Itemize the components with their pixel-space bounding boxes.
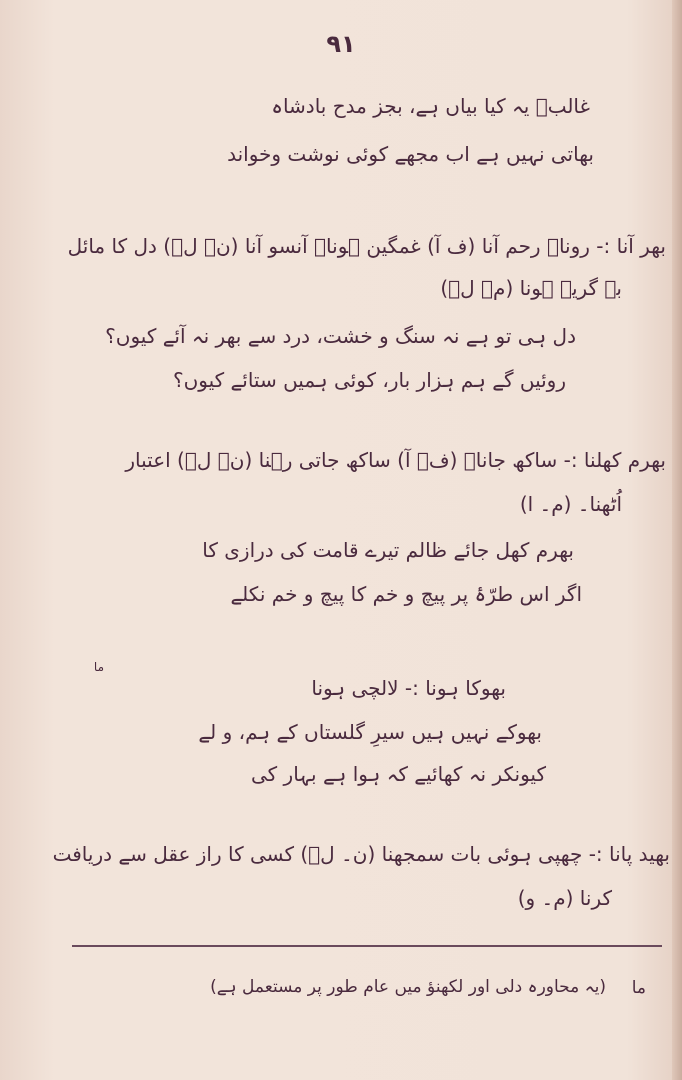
entry-1-verse-2: روئیں گے ہم ہزار بار، کوئی ہمیں ستائے کیوں؟	[172, 368, 566, 392]
couplet-1-line-1: غالبؔ یہ کیا بیاں ہے، بجز مدح بادشاہ	[271, 94, 590, 118]
entry-3-verse-1: بھوکے نہیں ہیں سیرِ گلستاں کے ہم، و لے	[198, 720, 542, 744]
entry-3-verse-2: کیونکر نہ کھائیے کہ ہوا ہے بہار کی	[251, 762, 546, 786]
entry-2-definition-line-1: بھرم کھلنا :- ساکھ جانا۔ (ف۔ آ) ساکھ جاتی رہنا (ن۔ لؔ) اعتبار	[125, 448, 666, 472]
entry-2-verse-2: اگر اس طرّۂ پر پیچ و خم کا پیچ و خم نکلے	[230, 582, 582, 606]
entry-4-definition-line-1: بھید پانا :- چھپی ہوئی بات سمجھنا (ن۔ لؔ) کسی کا راز عقل سے دریافت	[52, 842, 670, 866]
entry-4-definition-line-2: کرنا (م۔ و)	[517, 886, 612, 910]
page-number: ٩١	[326, 30, 356, 58]
footnote-divider	[72, 945, 662, 947]
entry-2-definition-line-2: اُٹھنا۔ (م۔ ا)	[519, 492, 622, 516]
footnote-text: (یہ محاورہ دلی اور لکھنؤ میں عام طور پر مستعمل ہے)	[210, 977, 606, 997]
entry-2-verse-1: بھرم کھل جائے ظالم تیرے قامت کی درازی کا	[202, 538, 574, 562]
couplet-1-line-2: بھاتی نہیں ہے اب مجھے کوئی نوشت وخواند	[227, 142, 594, 166]
entry-1-verse-1: دل ہی تو ہے نہ سنگ و خشت، درد سے بھر نہ آئے کیوں؟	[105, 324, 576, 348]
footnote-marker: ما	[631, 978, 646, 998]
page-edge	[672, 0, 682, 1080]
entry-1-definition-line-1: بھر آنا :- رونا۔ رحم آنا (ف آ) غمگین ہونا۔ آنسو آنا (ن۔ لؔ) دل کا مائل	[67, 234, 666, 258]
entry-3-footnote-marker: ما	[93, 660, 104, 674]
entry-1-definition-line-2: بہ گریہ ہونا (م۔ لؔ)	[440, 276, 622, 300]
entry-3-definition: بھوکا ہونا :- لالچی ہونا	[311, 676, 506, 700]
